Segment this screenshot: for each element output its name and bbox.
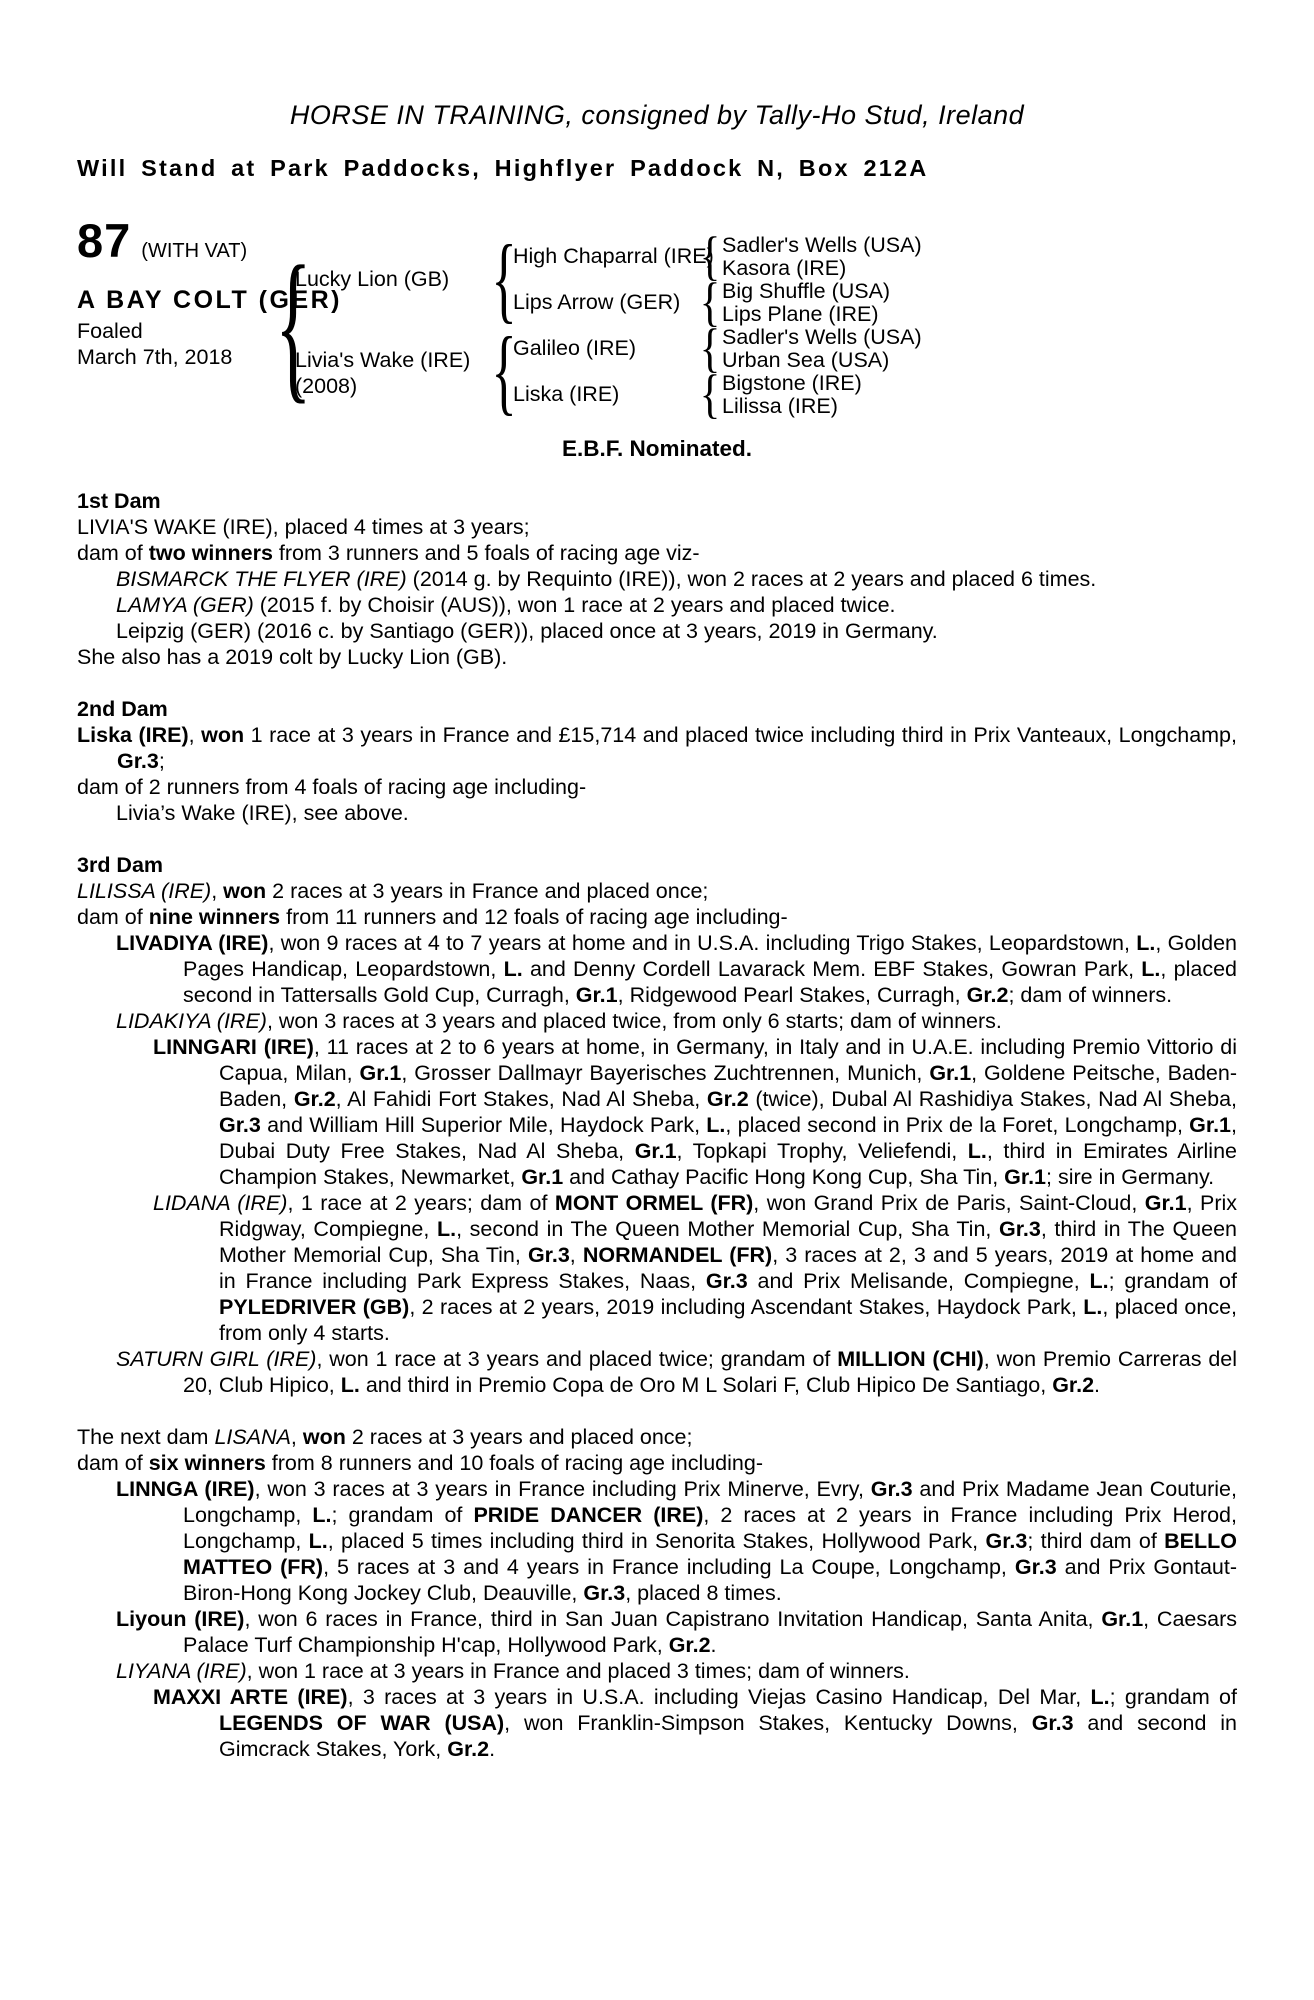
text-run: L. bbox=[436, 1217, 457, 1241]
text-run: Leipzig (GER) (2016 c. by Santiago (GER)), placed once at 3 years, 2019 in Germany. bbox=[116, 619, 938, 643]
text-run: , second in The Queen Mother Memorial Cup, Sha Tin, bbox=[456, 1217, 999, 1241]
text-run: L. bbox=[967, 1139, 987, 1163]
pedigree-gen3-5: Sadler's Wells (USA) bbox=[722, 325, 922, 349]
pedigree-gen3-7: Bigstone (IRE) bbox=[722, 371, 862, 395]
text-run: MILLION (CHI) bbox=[837, 1347, 984, 1371]
catalog-paragraph bbox=[77, 722, 1237, 774]
catalog-paragraph bbox=[77, 774, 1237, 800]
catalog-paragraph bbox=[77, 1190, 1237, 1346]
text-run: , placed second in Tattersalls Gold Cup, Curragh, bbox=[183, 957, 1237, 1007]
text-run: LIDAKIYA (IRE) bbox=[116, 1009, 267, 1033]
pedigree-gen3-1: Sadler's Wells (USA) bbox=[722, 233, 922, 257]
text-run: , bbox=[569, 1243, 583, 1267]
text-run: , 5 races at 3 and 4 years in France including La Coupe, Longchamp, bbox=[323, 1555, 1015, 1579]
text-run: won bbox=[223, 879, 267, 903]
text-run: dam of 2 runners from 4 foals of racing age including- bbox=[77, 775, 587, 799]
text-run: won bbox=[302, 1425, 346, 1449]
text-run: PRIDE DANCER (IRE) bbox=[473, 1503, 704, 1527]
pedigree-brace-gen3-3: { bbox=[699, 318, 721, 378]
text-run: , 3 races at 2, 3 and 5 years, 2019 at home and in France including Park Express Stakes, Naas, bbox=[219, 1243, 1237, 1293]
text-run: Gr.3 bbox=[985, 1529, 1028, 1553]
text-run: LINNGA (IRE) bbox=[116, 1477, 255, 1501]
text-run: and Prix Gontaut-Biron-Hong Kong Jockey Club, Deauville, bbox=[183, 1555, 1238, 1605]
lot-number: 87 bbox=[77, 214, 132, 267]
pedigree-gen3-6: Urban Sea (USA) bbox=[722, 348, 890, 372]
catalog-paragraph bbox=[77, 1658, 1237, 1684]
lot-description: A BAY COLT (GER) bbox=[77, 286, 343, 314]
pedigree-gen3-3: Big Shuffle (USA) bbox=[722, 279, 891, 303]
text-run: LIDANA (IRE) bbox=[153, 1191, 288, 1215]
text-run: , placed 8 times. bbox=[625, 1581, 782, 1605]
text-run: L. bbox=[308, 1529, 328, 1553]
text-run: . bbox=[489, 1737, 496, 1761]
text-run: , won 3 races at 3 years and placed twice, from only 6 starts; dam of winners. bbox=[266, 1009, 1002, 1033]
text-run: Gr.1 bbox=[929, 1061, 972, 1085]
text-run: from 3 runners and 5 foals of racing age viz- bbox=[272, 541, 700, 565]
catalog-paragraph bbox=[77, 1346, 1237, 1398]
text-run: ; dam of winners. bbox=[1008, 983, 1173, 1007]
text-run: MONT ORMEL (FR) bbox=[554, 1191, 754, 1215]
text-run: , bbox=[188, 723, 202, 747]
text-run: Gr.3 bbox=[870, 1477, 913, 1501]
text-run: dam of bbox=[77, 1451, 149, 1475]
dam-section bbox=[77, 1424, 1237, 1762]
text-run: , won 1 race at 3 years and placed twice; grandam of bbox=[316, 1347, 838, 1371]
text-run: L. bbox=[1141, 957, 1161, 981]
pedigree-sire: Lucky Lion (GB) bbox=[295, 267, 450, 291]
text-run: Gr.3 bbox=[999, 1217, 1041, 1241]
catalog-paragraph bbox=[77, 540, 1237, 566]
text-run: and Prix Madame Jean Couturie, Longchamp, bbox=[183, 1477, 1237, 1527]
pedigree-table bbox=[77, 214, 1237, 424]
catalog-paragraph bbox=[77, 800, 1237, 826]
text-run: , won Franklin-Simpson Stakes, Kentucky Downs, bbox=[504, 1711, 1032, 1735]
text-run: LIVIA'S WAKE (IRE), placed 4 times at 3 years; bbox=[77, 515, 530, 539]
catalog-paragraph bbox=[77, 878, 1237, 904]
stand-location-line: Will Stand at Park Paddocks, Highflyer Paddock N, Box 212A bbox=[77, 155, 929, 181]
text-run: LIYANA (IRE) bbox=[116, 1659, 247, 1683]
text-run: , won 3 races at 3 years in France including Prix Minerve, Evry, bbox=[254, 1477, 871, 1501]
pedigree-dam-dam: Liska (IRE) bbox=[513, 382, 620, 406]
text-run: six winners bbox=[148, 1451, 266, 1475]
text-run: from 11 runners and 12 foals of racing age including- bbox=[280, 905, 788, 929]
foaled-label: Foaled bbox=[77, 319, 143, 343]
text-run: , won 6 races in France, third in San Juan Capistrano Invitation Handicap, Santa Anita, bbox=[244, 1607, 1102, 1631]
catalog-paragraph bbox=[77, 904, 1237, 930]
text-run: , won 1 race at 3 years in France and placed 3 times; dam of winners. bbox=[246, 1659, 910, 1683]
text-run: , 2 races at 2 years in France including Prix Herod, Longchamp, bbox=[183, 1503, 1237, 1553]
text-run: , Dubai Duty Free Stakes, Nad Al Sheba, bbox=[219, 1113, 1237, 1163]
text-run: Gr.2 bbox=[966, 983, 1009, 1007]
catalog-paragraph bbox=[77, 566, 1237, 592]
text-run: two winners bbox=[148, 541, 273, 565]
consignor-header: HORSE IN TRAINING, consigned by Tally-Ho Stud, Ireland bbox=[289, 100, 1025, 130]
pedigree-sire-sire: High Chaparral (IRE) bbox=[513, 244, 714, 268]
text-run: , 3 races at 3 years in U.S.A. including Viejas Casino Handicap, Del Mar, bbox=[347, 1685, 1091, 1709]
text-run: 1 race at 3 years in France and £15,714 and placed twice including third in Prix Vanteaux, Longchamp, bbox=[244, 723, 1237, 747]
text-run: Livia’s Wake (IRE), see above. bbox=[116, 801, 409, 825]
text-run: , placed once, from only 4 starts. bbox=[219, 1295, 1238, 1345]
pedigree-dam-sire: Galileo (IRE) bbox=[513, 336, 637, 360]
pedigree-gen3-4: Lips Plane (IRE) bbox=[722, 302, 879, 326]
pedigree-sire-dam: Lips Arrow (GER) bbox=[513, 290, 681, 314]
text-run: , 2 races at 2 years, 2019 including Ascendant Stakes, Haydock Park, bbox=[409, 1295, 1084, 1319]
text-run: L. bbox=[503, 957, 523, 981]
text-run: Gr.2 bbox=[1052, 1373, 1095, 1397]
pedigree-dam-year: (2008) bbox=[295, 374, 358, 398]
text-run: and Denny Cordell Lavarack Mem. EBF Stakes, Gowran Park, bbox=[522, 957, 1142, 981]
text-run: ; grandam of bbox=[1108, 1269, 1237, 1293]
dam-section bbox=[77, 488, 1237, 670]
text-run: , won Premio Carreras del 20, Club Hipico, bbox=[183, 1347, 1238, 1397]
text-run: Gr.1 bbox=[1101, 1607, 1144, 1631]
text-run: Gr.3 bbox=[705, 1269, 748, 1293]
text-run: , Topkapi Trophy, Veliefendi, bbox=[676, 1139, 968, 1163]
text-run: Gr.1 bbox=[1004, 1165, 1047, 1189]
text-run: ; grandam of bbox=[331, 1503, 474, 1527]
text-run: , 11 races at 2 to 6 years at home, in Germany, in Italy and in U.A.E. including Premio Vittorio di Capua, Milan, bbox=[219, 1035, 1237, 1085]
text-run: (twice), Dubal Al Rashidiya Stakes, Nad Al Sheba, bbox=[748, 1087, 1237, 1111]
dam-section bbox=[77, 852, 1237, 1398]
text-run: Gr.1 bbox=[1189, 1113, 1232, 1137]
text-run: won bbox=[201, 723, 245, 747]
text-run: ; grandam of bbox=[1109, 1685, 1237, 1709]
text-run: Gr.2 bbox=[668, 1633, 711, 1657]
text-run: Gr.1 bbox=[359, 1061, 402, 1085]
text-run: L. bbox=[1089, 1269, 1109, 1293]
text-run: (2014 g. by Requinto (IRE)), won 2 races at 2 years and placed 6 times. bbox=[406, 567, 1097, 591]
catalog-paragraph bbox=[77, 1606, 1237, 1658]
text-run: Gr.1 bbox=[521, 1165, 564, 1189]
text-run: , won Grand Prix de Paris, Saint-Cloud, bbox=[753, 1191, 1145, 1215]
text-run: dam of bbox=[77, 541, 149, 565]
text-run: , Golden Pages Handicap, Leopardstown, bbox=[183, 931, 1238, 981]
text-run: L. bbox=[1090, 1685, 1110, 1709]
text-run: . bbox=[1094, 1373, 1101, 1397]
ebf-nominated-line: E.B.F. Nominated. bbox=[561, 436, 753, 461]
text-run: , third in The Queen Mother Memorial Cup, Sha Tin, bbox=[219, 1217, 1237, 1267]
text-run: Liyoun (IRE) bbox=[116, 1607, 245, 1631]
text-run: , Grosser Dallmayr Bayerisches Zuchtrennen, Munich, bbox=[401, 1061, 930, 1085]
text-run: The next dam bbox=[77, 1425, 215, 1449]
dam-section-heading: 1st Dam bbox=[77, 489, 161, 513]
text-run: LAMYA (GER) bbox=[116, 593, 254, 617]
dam-sections bbox=[77, 488, 1237, 1762]
text-run: nine winners bbox=[148, 905, 281, 929]
text-run: Gr.3 bbox=[1031, 1711, 1074, 1735]
text-run: ; bbox=[158, 749, 165, 773]
pedigree-brace-gen1: { bbox=[275, 232, 312, 418]
text-run: (2015 f. by Choisir (AUS)), won 1 race at 2 years and placed twice. bbox=[253, 593, 896, 617]
text-run: and Cathay Pacific Hong Kong Cup, Sha Tin, bbox=[563, 1165, 1005, 1189]
text-run: and third in Premio Copa de Oro M L Solari F, Club Hipico De Santiago, bbox=[359, 1373, 1053, 1397]
catalog-paragraph bbox=[77, 1450, 1237, 1476]
text-run: and Prix Melisande, Compiegne, bbox=[747, 1269, 1090, 1293]
text-run: LINNGARI (IRE) bbox=[153, 1035, 314, 1059]
catalog-paragraph bbox=[77, 1684, 1237, 1762]
catalog-paragraph bbox=[77, 514, 1237, 540]
text-run: , placed 5 times including third in Senorita Stakes, Hollywood Park, bbox=[327, 1529, 986, 1553]
pedigree-brace-gen3-4: { bbox=[699, 364, 721, 424]
text-run: Liska (IRE) bbox=[77, 723, 189, 747]
pedigree-dam: Livia's Wake (IRE) bbox=[295, 348, 471, 372]
text-run: NORMANDEL (FR) bbox=[582, 1243, 773, 1267]
text-run: Gr.1 bbox=[1144, 1191, 1187, 1215]
foaled-date: March 7th, 2018 bbox=[77, 345, 233, 369]
catalog-paragraph bbox=[77, 1008, 1237, 1034]
catalog-paragraph bbox=[77, 618, 1237, 644]
text-run: SATURN GIRL (IRE) bbox=[116, 1347, 317, 1371]
text-run: L. bbox=[706, 1113, 726, 1137]
text-run: L. bbox=[1136, 931, 1156, 955]
text-run: ; sire in Germany. bbox=[1046, 1165, 1215, 1189]
catalog-paragraph bbox=[77, 1424, 1237, 1450]
text-run: , Prix Ridgway, Compiegne, bbox=[219, 1191, 1238, 1241]
catalog-paragraph bbox=[77, 592, 1237, 618]
text-run: Gr.2 bbox=[293, 1087, 336, 1111]
text-run: dam of bbox=[77, 905, 149, 929]
text-run: from 8 runners and 10 foals of racing age including- bbox=[265, 1451, 763, 1475]
dam-section-heading: 3rd Dam bbox=[77, 853, 164, 877]
text-run: Gr.3 bbox=[583, 1581, 626, 1605]
text-run: L. bbox=[312, 1503, 332, 1527]
text-run: LISANA bbox=[214, 1425, 291, 1449]
dam-section bbox=[77, 696, 1237, 826]
text-run: , placed second in Prix de la Foret, Longchamp, bbox=[725, 1113, 1190, 1137]
pedigree-gen3-2: Kasora (IRE) bbox=[722, 256, 847, 280]
text-run: She also has a 2019 colt by Lucky Lion (GB). bbox=[77, 645, 508, 669]
text-run: , Goldene Peitsche, Baden-Baden, bbox=[219, 1061, 1237, 1111]
text-run: , Ridgewood Pearl Stakes, Curragh, bbox=[617, 983, 967, 1007]
text-run: Gr.2 bbox=[447, 1737, 490, 1761]
text-run: LIVADIYA (IRE) bbox=[116, 931, 269, 955]
text-run: Gr.3 bbox=[1014, 1555, 1057, 1579]
text-run: , bbox=[290, 1425, 303, 1449]
text-run: and second in Gimcrack Stakes, York, bbox=[219, 1711, 1237, 1761]
pedigree-brace-dam: { bbox=[491, 317, 517, 424]
pedigree-brace-sire: { bbox=[491, 225, 517, 332]
text-run: L. bbox=[340, 1373, 360, 1397]
text-run: Gr.1 bbox=[575, 983, 618, 1007]
text-run: BELLO MATTEO (FR) bbox=[183, 1529, 1237, 1579]
text-run: , Caesars Palace Turf Championship H'cap, Hollywood Park, bbox=[183, 1607, 1237, 1657]
pedigree-gen3-8: Lilissa (IRE) bbox=[722, 394, 838, 418]
dam-section-heading: 2nd Dam bbox=[77, 697, 168, 721]
text-run: LEGENDS OF WAR (USA) bbox=[219, 1711, 505, 1735]
text-run: BISMARCK THE FLYER (IRE) bbox=[116, 567, 407, 591]
text-run: , 1 race at 2 years; dam of bbox=[287, 1191, 555, 1215]
text-run: Gr.3 bbox=[219, 1113, 261, 1137]
text-run: , won 9 races at 4 to 7 years at home and in U.S.A. including Trigo Stakes, Leopardstown, bbox=[268, 931, 1137, 955]
text-run: Gr.1 bbox=[634, 1139, 677, 1163]
text-run: , third in Emirates Airline Champion Stakes, Newmarket, bbox=[219, 1139, 1237, 1189]
text-run: L. bbox=[1083, 1295, 1103, 1319]
text-run: . bbox=[710, 1633, 717, 1657]
catalog-paragraph bbox=[77, 930, 1237, 1008]
text-run: 2 races at 3 years and placed once; bbox=[345, 1425, 693, 1449]
catalog-paragraph bbox=[77, 644, 1237, 670]
text-run: MAXXI ARTE (IRE) bbox=[153, 1685, 348, 1709]
text-run: LILISSA (IRE) bbox=[77, 879, 212, 903]
text-run: 2 races at 3 years in France and placed once; bbox=[266, 879, 709, 903]
text-run: Gr.2 bbox=[706, 1087, 749, 1111]
catalog-paragraph bbox=[77, 1034, 1237, 1190]
lot-header bbox=[77, 214, 248, 267]
catalog-paragraph bbox=[77, 1476, 1237, 1606]
text-run: Gr.3 bbox=[527, 1243, 570, 1267]
text-run: , bbox=[211, 879, 224, 903]
text-run: Gr.3 bbox=[117, 749, 159, 773]
pedigree-brace-gen3-2: { bbox=[699, 272, 721, 332]
text-run: and William Hill Superior Mile, Haydock Park, bbox=[260, 1113, 707, 1137]
text-run: , Al Fahidi Fort Stakes, Nad Al Sheba, bbox=[335, 1087, 707, 1111]
text-run: ; third dam of bbox=[1027, 1529, 1165, 1553]
text-run: PYLEDRIVER (GB) bbox=[219, 1295, 410, 1319]
pedigree-brace-gen3-1: { bbox=[699, 226, 721, 286]
vat-note: (WITH VAT) bbox=[141, 240, 248, 262]
